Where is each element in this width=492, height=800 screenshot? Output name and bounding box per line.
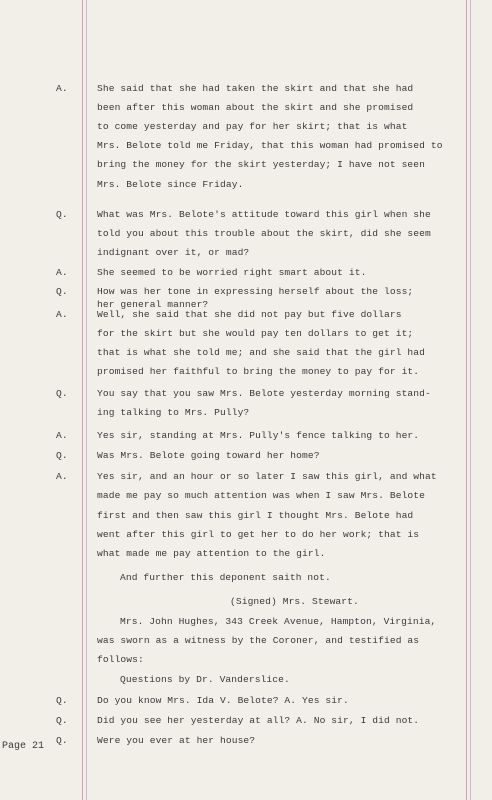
speaker-marker: Q. — [56, 388, 68, 399]
line-text: follows: — [97, 654, 144, 665]
speaker-marker: A. — [56, 83, 68, 94]
line-text: Do you know Mrs. Ida V. Belote? A. Yes sir. — [97, 695, 349, 706]
line-text: was sworn as a witness by the Coroner, and testified as — [97, 635, 420, 646]
line-text: Yes sir, and an hour or so later I saw this girl, and what — [97, 471, 437, 482]
line-text: made me pay so much attention was when I saw Mrs. Belote — [97, 490, 426, 501]
transcript-line — [0, 178, 492, 192]
transcript-line — [0, 714, 492, 728]
line-text: for the skirt but she would pay ten dollars to get it; — [97, 328, 414, 339]
line-text: bring the money for the skirt yesterday; I have not seen — [97, 159, 426, 170]
transcript-line — [0, 158, 492, 172]
transcript-line — [0, 547, 492, 561]
transcript-line — [0, 528, 492, 542]
line-text: (Signed) Mrs. Stewart. — [230, 596, 359, 607]
line-text: Mrs. Belote told me Friday, that this woman had promised to — [97, 140, 443, 151]
line-text: told you about this trouble about the skirt, did she seem — [97, 228, 431, 239]
line-text: Questions by Dr. Vanderslice. — [120, 674, 290, 685]
line-text: went after this girl to get her to do her work; that is — [97, 529, 420, 540]
speaker-marker: Q. — [56, 695, 68, 706]
transcript-line — [0, 429, 492, 443]
line-text: promised her faithful to bring the money to pay for it. — [97, 366, 420, 377]
speaker-marker: Q. — [56, 286, 68, 297]
line-text: to come yesterday and pay for her skirt; that is what — [97, 121, 408, 132]
speaker-marker: Q. — [56, 735, 68, 746]
line-text: How was her tone in expressing herself about the loss; — [97, 286, 414, 297]
line-text: And further this deponent saith not. — [120, 572, 331, 583]
line-text: Did you see her yesterday at all? A. No sir, I did not. — [97, 715, 420, 726]
line-text: What was Mrs. Belote's attitude toward this girl when she — [97, 209, 431, 220]
transcript-line — [0, 346, 492, 360]
line-text: her general manner? — [97, 299, 209, 310]
transcript-line — [0, 694, 492, 708]
line-text: You say that you saw Mrs. Belote yesterday morning stand- — [97, 388, 431, 399]
transcript-line — [0, 365, 492, 379]
transcript-line — [0, 101, 492, 115]
speaker-marker: Q. — [56, 450, 68, 461]
transcript-line — [0, 208, 492, 222]
transcript-line — [0, 509, 492, 523]
line-text: been after this woman about the skirt and she promised — [97, 102, 414, 113]
line-text: first and then saw this girl I thought Mrs. Belote had — [97, 510, 414, 521]
speaker-marker: A. — [56, 267, 68, 278]
page-number: Page 21 — [2, 741, 45, 752]
transcript-line — [0, 82, 492, 96]
transcript-line — [0, 489, 492, 503]
transcript-line — [0, 449, 492, 463]
line-text: Were you ever at her house? — [97, 735, 256, 746]
line-text: Mrs. John Hughes, 343 Creek Avenue, Hampton, Virginia, — [120, 616, 437, 627]
transcript-line — [0, 266, 492, 280]
speaker-marker: A. — [56, 471, 68, 482]
transcript-line — [0, 734, 492, 748]
line-text: Mrs. Belote since Friday. — [97, 179, 244, 190]
line-text: that is what she told me; and she said that the girl had — [97, 347, 426, 358]
speaker-marker: A. — [56, 430, 68, 441]
line-text: what made me pay attention to the girl. — [97, 548, 326, 559]
transcript-line — [0, 285, 492, 299]
line-text: indignant over it, or mad? — [97, 247, 250, 258]
transcript-line — [0, 615, 492, 629]
transcript-line — [0, 470, 492, 484]
speaker-marker: A. — [56, 309, 68, 320]
transcript-line — [0, 120, 492, 134]
transcript-line — [0, 308, 492, 322]
transcript-line — [0, 406, 492, 420]
transcript-line — [0, 571, 492, 585]
line-text: Well, she said that she did not pay but five dollars — [97, 309, 402, 320]
line-text: Yes sir, standing at Mrs. Pully's fence talking to her. — [97, 430, 420, 441]
line-text: She seemed to be worried right smart about it. — [97, 267, 367, 278]
line-text: She said that she had taken the skirt and that she had — [97, 83, 414, 94]
speaker-marker: Q. — [56, 715, 68, 726]
line-text: Was Mrs. Belote going toward her home? — [97, 450, 320, 461]
transcript-line — [0, 634, 492, 648]
transcript-line — [0, 673, 492, 687]
transcript-line — [0, 387, 492, 401]
transcript-line — [0, 595, 492, 609]
transcript-line — [0, 139, 492, 153]
transcript-line — [0, 327, 492, 341]
line-text: ing talking to Mrs. Pully? — [97, 407, 250, 418]
speaker-marker: Q. — [56, 209, 68, 220]
transcript-line — [0, 246, 492, 260]
transcript-line — [0, 653, 492, 667]
transcript-line — [0, 227, 492, 241]
